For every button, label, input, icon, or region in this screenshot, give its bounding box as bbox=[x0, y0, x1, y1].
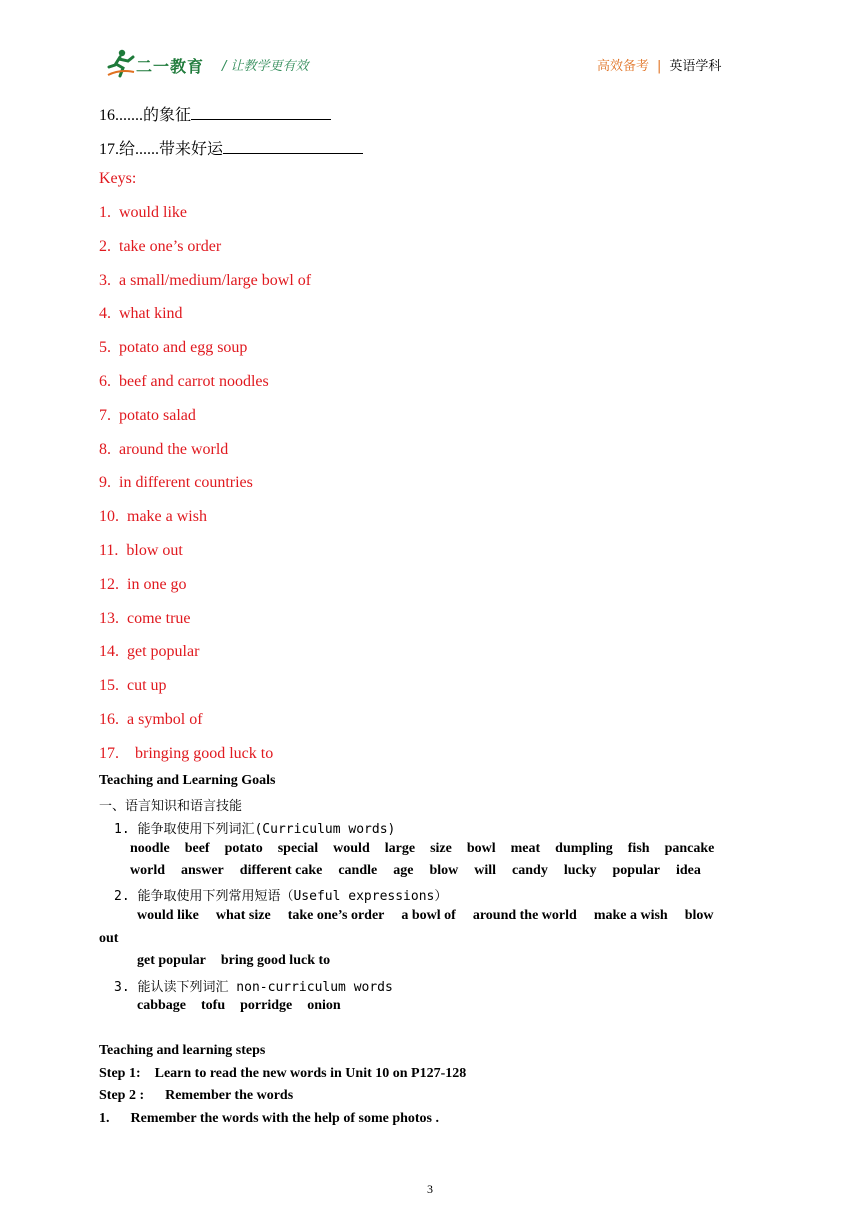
goals-item-3-label: 3. 能认读下列词汇 non-curriculum words bbox=[114, 980, 393, 995]
word-item: large bbox=[384, 841, 416, 856]
logo-text: 二一教育 bbox=[136, 57, 205, 76]
key-item: 15. cut up bbox=[99, 677, 167, 695]
step-2: Step 2 : Remember the words bbox=[99, 1088, 294, 1103]
key-item: 1. would like bbox=[99, 204, 187, 221]
expressions-line-1 bbox=[137, 908, 731, 924]
word-item: cabbage bbox=[137, 998, 186, 1013]
word-item: potato bbox=[224, 841, 263, 856]
word-item: onion bbox=[307, 998, 341, 1013]
word-item: world bbox=[130, 863, 165, 878]
header-separator: | bbox=[657, 59, 662, 74]
word-item: answer bbox=[181, 863, 224, 878]
word-item: will bbox=[474, 863, 497, 878]
steps-title: Teaching and learning steps bbox=[99, 1043, 266, 1058]
header-brand: 高效备考 bbox=[597, 59, 650, 74]
word-item: lucky bbox=[563, 863, 597, 878]
word-item: age bbox=[393, 863, 414, 878]
word-item: bowl bbox=[466, 841, 496, 856]
header-slogan: / 让教学更有效 bbox=[222, 59, 309, 74]
key-item: 5. potato and egg soup bbox=[99, 339, 248, 357]
blank-item-text: 17.给......带来好运 bbox=[99, 141, 224, 158]
blank-item-17 bbox=[99, 136, 363, 159]
key-item: 11. blow out bbox=[99, 542, 183, 559]
word-item: porridge bbox=[240, 998, 293, 1013]
non-curriculum-words bbox=[137, 998, 356, 1014]
word-item: blow bbox=[684, 908, 714, 923]
step-1: Step 1: Learn to read the new words in Unit 10 on P127-128 bbox=[99, 1066, 467, 1081]
word-item: candle bbox=[338, 863, 378, 878]
keys-title: Keys: bbox=[99, 170, 137, 187]
key-item: 12. in one go bbox=[99, 575, 187, 593]
word-item: beef bbox=[184, 841, 210, 856]
word-item: around the world bbox=[472, 908, 577, 923]
word-item: would bbox=[333, 841, 370, 856]
curriculum-words-line-1 bbox=[130, 841, 729, 857]
key-item: 9. in different countries bbox=[99, 474, 253, 492]
word-item: get popular bbox=[137, 953, 206, 968]
header-subject: 英语学科 bbox=[669, 59, 722, 74]
word-item: candy bbox=[512, 863, 548, 878]
goals-item-1-label: 1. 能争取使用下列词汇(Curriculum words) bbox=[114, 822, 396, 837]
blank-item-text: 16.......的象征 bbox=[99, 107, 192, 124]
answer-blank-line[interactable] bbox=[223, 139, 363, 154]
key-item: 4. what kind bbox=[99, 305, 183, 323]
word-item: a bowl of bbox=[401, 908, 456, 923]
key-item: 14. get popular bbox=[99, 643, 200, 661]
key-item: 10. make a wish bbox=[99, 508, 207, 526]
word-item: take one’s order bbox=[287, 908, 385, 923]
header-right bbox=[597, 55, 721, 74]
word-item: fish bbox=[627, 841, 650, 856]
word-item: popular bbox=[612, 863, 660, 878]
step-2-item-1: 1. Remember the words with the help of some photos . bbox=[99, 1111, 439, 1126]
word-item: different cake bbox=[239, 863, 323, 878]
goals-title: Teaching and Learning Goals bbox=[99, 773, 276, 788]
word-item: bring good luck to bbox=[220, 953, 331, 968]
goals-item-2-label: 2. 能争取使用下列常用短语（Useful expressions） bbox=[114, 889, 448, 904]
blank-item-16 bbox=[99, 102, 331, 125]
word-item: make a wish bbox=[593, 908, 668, 923]
word-item: size bbox=[430, 841, 452, 856]
word-item: noodle bbox=[130, 841, 170, 856]
word-item: blow bbox=[429, 863, 459, 878]
key-item: 3. a small/medium/large bowl of bbox=[99, 271, 312, 289]
expressions-line-2 bbox=[137, 953, 345, 969]
expressions-line-1-continued: out bbox=[99, 931, 119, 946]
word-item: dumpling bbox=[555, 841, 613, 856]
word-item: tofu bbox=[201, 998, 226, 1013]
runner-logo-icon bbox=[106, 48, 136, 78]
key-item: 8. around the world bbox=[99, 440, 229, 458]
word-item: meat bbox=[510, 841, 541, 856]
curriculum-words-line-2 bbox=[130, 863, 717, 879]
word-item: special bbox=[277, 841, 319, 856]
page-number: 3 bbox=[427, 1182, 433, 1196]
word-item: would like bbox=[137, 908, 199, 923]
word-item: pancake bbox=[664, 841, 715, 856]
logo bbox=[106, 48, 216, 80]
goals-section-1: 一、语言知识和语言技能 bbox=[99, 799, 243, 814]
answer-blank-line[interactable] bbox=[191, 105, 331, 120]
page-header bbox=[0, 0, 860, 90]
key-item: 7. potato salad bbox=[99, 406, 196, 424]
key-item: 13. come true bbox=[99, 609, 191, 627]
word-item: idea bbox=[675, 863, 701, 878]
key-item: 6. beef and carrot noodles bbox=[99, 373, 269, 390]
key-item: 17. bringing good luck to bbox=[99, 744, 274, 762]
key-item: 16. a symbol of bbox=[99, 711, 203, 728]
key-item: 2. take one’s order bbox=[99, 237, 222, 255]
word-item: what size bbox=[215, 908, 271, 923]
